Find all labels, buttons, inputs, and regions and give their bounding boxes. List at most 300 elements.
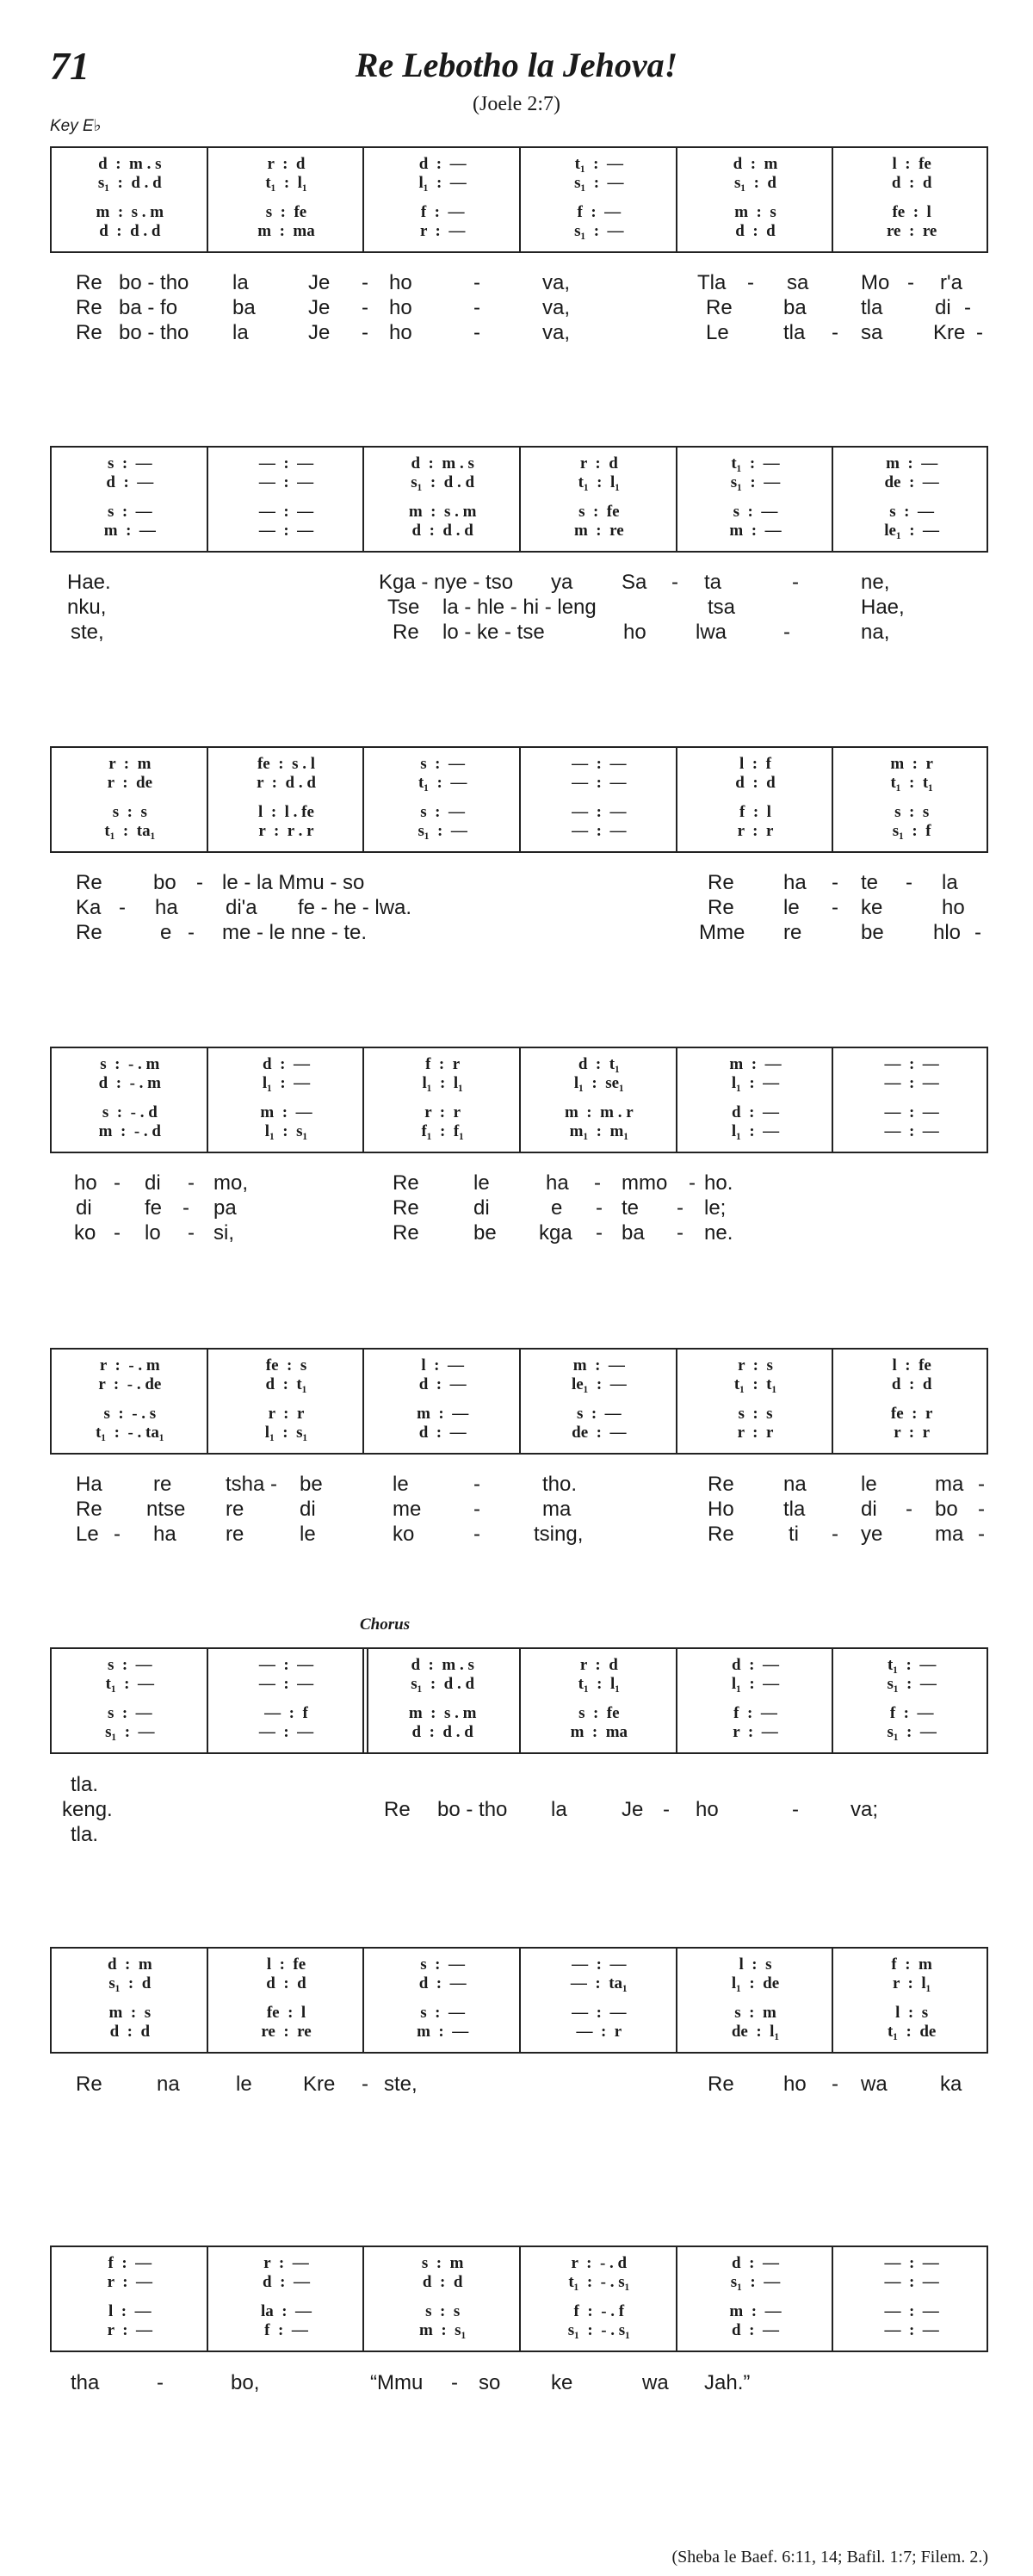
- note-cell: s₁ : d . d: [411, 1675, 475, 1693]
- lyric-syllable: te: [622, 1196, 640, 1220]
- lyric-syllable: Ha: [76, 1473, 102, 1496]
- lyric-syllable: Sa: [622, 571, 647, 594]
- note-cell: s : —: [107, 1656, 152, 1674]
- note-cell: de : —: [884, 473, 939, 491]
- lyric-syllable: -: [978, 1523, 985, 1546]
- lyric-syllable: Hae.: [67, 571, 111, 594]
- lyric-syllable: fe: [145, 1196, 163, 1220]
- lyric-syllable: la - hle - hi - leng: [442, 596, 597, 619]
- lyric-syllable: Kre: [933, 321, 966, 344]
- lyric-syllable: Ho: [708, 1498, 734, 1521]
- lyric-syllable: ha: [783, 871, 807, 894]
- note-cell: — : —: [258, 503, 314, 521]
- note-cell: f : m: [891, 1955, 932, 1974]
- lyric-syllable: ho: [389, 271, 412, 294]
- note-cell: m₁ : m₁: [569, 1122, 629, 1140]
- lyric-syllable: -: [473, 1473, 480, 1496]
- note-cell: l₁ : de: [731, 1974, 780, 1992]
- lyric-syllable: wa: [861, 2073, 888, 2096]
- note-cell: t₁ : t₁: [733, 1375, 777, 1393]
- note-cell: r : r: [424, 1103, 461, 1121]
- lyric-syllable: va,: [542, 271, 571, 294]
- lyric-syllable: ha: [546, 1171, 569, 1195]
- note-cell: — : —: [884, 1103, 939, 1121]
- note-cell: d : —: [732, 1656, 779, 1674]
- note-cell: s : —: [107, 1704, 152, 1722]
- note-cell: — : —: [258, 1675, 314, 1693]
- note-cell: d : —: [418, 1974, 467, 1992]
- lyric-syllable: Re: [76, 321, 102, 344]
- lyric-syllable: r'a: [940, 271, 962, 294]
- note-cell: s : s: [425, 2302, 461, 2320]
- lyric-syllable: Re: [76, 271, 102, 294]
- note-cell: m : m . r: [564, 1103, 634, 1121]
- note-cell: de : —: [572, 1424, 627, 1442]
- note-cell: s : m: [421, 2254, 464, 2272]
- note-cell: s₁ : f: [892, 822, 931, 840]
- note-cell: s₁ : —: [574, 222, 624, 240]
- note-cell: d : —: [263, 1055, 310, 1073]
- note-cell: — : —: [258, 473, 314, 491]
- lyric-syllable: -: [362, 2073, 368, 2096]
- lyric-syllable: tsa: [708, 596, 736, 619]
- lyric-syllable: hlo: [933, 921, 962, 944]
- lyric-syllable: ho: [389, 296, 412, 319]
- lyric-syllable: re: [783, 921, 802, 944]
- note-cell: t₁ : l₁: [265, 174, 307, 192]
- lyric-syllable: tla.: [71, 1773, 99, 1796]
- note-cell: — : —: [572, 2004, 627, 2022]
- lyric-syllable: -: [783, 621, 790, 644]
- note-cell: — : —: [884, 1074, 939, 1092]
- note-cell: s : —: [420, 2004, 466, 2022]
- lyric-syllable: ho: [74, 1171, 97, 1195]
- lyric-syllable: la: [232, 321, 249, 344]
- lyric-syllable: sa: [861, 321, 883, 344]
- note-cell: s : - . d: [102, 1103, 158, 1121]
- lyric-syllable: Re: [706, 296, 733, 319]
- lyric-syllable: Je: [622, 1798, 644, 1821]
- note-cell: s₁ : d: [108, 1974, 152, 1992]
- note-cell: l₁ : —: [262, 1074, 311, 1092]
- note-cell: s : s: [894, 803, 930, 821]
- lyric-syllable: Re: [708, 871, 734, 894]
- note-cell: d : —: [732, 1103, 779, 1121]
- note-cell: d : —: [732, 2321, 779, 2339]
- note-cell: d : —: [263, 2273, 310, 2291]
- note-cell: m : —: [260, 1103, 312, 1121]
- note-cell: d : d . d: [411, 1723, 473, 1741]
- note-cell: d : —: [418, 1424, 467, 1442]
- lyric-syllable: di: [145, 1171, 161, 1195]
- lyric-syllable: ho: [389, 321, 412, 344]
- note-cell: d : d . d: [99, 222, 161, 240]
- lyric-syllable: ta: [704, 571, 722, 594]
- lyric-syllable: ti: [789, 1523, 799, 1546]
- note-cell: s₁ : d: [734, 174, 776, 192]
- lyric-syllable: le: [236, 2073, 252, 2096]
- lyric-syllable: ntse: [146, 1498, 186, 1521]
- lyric-syllable: Re: [708, 896, 734, 919]
- note-cell: m : s . m: [96, 203, 164, 221]
- lyric-syllable: Mme: [699, 921, 745, 944]
- lyric-syllable: -: [114, 1171, 121, 1195]
- note-cell: — : —: [884, 1122, 939, 1140]
- lyric-syllable: lwa: [696, 621, 727, 644]
- lyric-syllable: ho.: [704, 1171, 733, 1195]
- note-cell: m : —: [103, 522, 156, 540]
- note-cell: l : fe: [266, 1955, 306, 1974]
- lyric-syllable: -: [689, 1171, 696, 1195]
- lyric-syllable: -: [832, 896, 838, 919]
- note-cell: s : —: [733, 503, 778, 521]
- note-cell: r : —: [419, 222, 466, 240]
- lyric-syllable: be: [861, 921, 884, 944]
- note-cell: r : r: [268, 1405, 305, 1423]
- note-cell: f : - . f: [573, 2302, 625, 2320]
- note-cell: d : m: [733, 155, 778, 173]
- note-cell: r : - . m: [99, 1356, 160, 1374]
- lyric-syllable: -: [596, 1196, 603, 1220]
- song-number: 71: [50, 44, 90, 88]
- note-cell: s : —: [420, 1955, 466, 1974]
- note-cell: t₁ : —: [105, 1675, 154, 1693]
- lyric-syllable: le;: [704, 1196, 727, 1220]
- lyric-syllable: nku,: [67, 596, 107, 619]
- note-cell: f : —: [577, 203, 622, 221]
- lyric-syllable: -: [188, 921, 195, 944]
- note-cell: d : d: [891, 1375, 932, 1393]
- lyric-syllable: ma: [935, 1523, 964, 1546]
- key-signature: Key E♭: [50, 117, 102, 135]
- lyric-syllable: -: [832, 321, 838, 344]
- note-cell: l : —: [108, 2302, 152, 2320]
- lyric-syllable: -: [362, 271, 368, 294]
- note-cell: r : d: [579, 454, 618, 473]
- note-cell: — : —: [884, 2254, 939, 2272]
- lyric-syllable: -: [832, 1523, 838, 1546]
- note-cell: r : de: [107, 774, 153, 792]
- note-cell: r : - . de: [98, 1375, 162, 1393]
- note-cell: re : re: [886, 222, 937, 240]
- note-cell: l₁ : l₁: [422, 1074, 463, 1092]
- note-cell: m : r: [890, 755, 933, 773]
- lyric-syllable: ba: [232, 296, 256, 319]
- lyric-syllable: di: [300, 1498, 316, 1521]
- lyric-syllable: bo - tho: [119, 271, 189, 294]
- note-cell: m : —: [417, 2023, 469, 2041]
- lyric-syllable: di: [473, 1196, 490, 1220]
- note-cell: r : d . d: [257, 774, 316, 792]
- lyric-syllable: -: [451, 2371, 458, 2394]
- note-cell: — : —: [884, 2302, 939, 2320]
- lyric-syllable: ko: [74, 1221, 96, 1245]
- music-system: [50, 2246, 988, 2352]
- note-cell: s : s: [738, 1405, 773, 1423]
- lyric-syllable: ma: [935, 1473, 964, 1496]
- lyric-syllable: -: [594, 1171, 601, 1195]
- lyric-syllable: Kre: [303, 2073, 336, 2096]
- note-cell: m : re: [573, 522, 624, 540]
- note-cell: t₁ : l₁: [578, 1675, 620, 1693]
- note-cell: t₁ : —: [731, 454, 780, 473]
- note-cell: s : fe: [578, 503, 620, 521]
- lyric-syllable: lo: [145, 1221, 161, 1245]
- note-cell: m : —: [572, 1356, 625, 1374]
- note-cell: m : —: [729, 1055, 782, 1073]
- lyric-syllable: va,: [542, 296, 571, 319]
- note-cell: d : —: [418, 1375, 467, 1393]
- note-cell: d : - . m: [98, 1074, 161, 1092]
- lyric-syllable: re: [153, 1473, 172, 1496]
- lyric-syllable: -: [964, 296, 971, 319]
- lyric-syllable: di: [76, 1196, 92, 1220]
- note-cell: s : - . m: [100, 1055, 160, 1073]
- lyric-syllable: tsing,: [534, 1523, 584, 1546]
- lyric-syllable: Hae,: [861, 596, 905, 619]
- lyric-syllable: Ka: [76, 896, 102, 919]
- lyric-syllable: sa: [787, 271, 809, 294]
- lyric-syllable: keng.: [62, 1798, 113, 1821]
- note-cell: m : s: [108, 2004, 152, 2022]
- lyric-syllable: -: [677, 1196, 684, 1220]
- lyric-syllable: fe - he - lwa.: [298, 896, 412, 919]
- note-cell: d : t₁: [578, 1055, 620, 1073]
- note-cell: — : —: [572, 774, 627, 792]
- note-cell: s : fe: [578, 1704, 620, 1722]
- lyric-syllable: so: [479, 2371, 501, 2394]
- lyric-syllable: ho: [696, 1798, 719, 1821]
- lyric-syllable: kga: [539, 1221, 572, 1245]
- note-cell: m : s: [734, 203, 776, 221]
- lyric-syllable: va;: [851, 1798, 879, 1821]
- lyric-syllable: ba - fo: [119, 296, 178, 319]
- lyric-syllable: me: [393, 1498, 422, 1521]
- lyric-syllable: ko: [393, 1523, 415, 1546]
- lyric-syllable: ha: [155, 896, 178, 919]
- lyric-syllable: te: [861, 871, 879, 894]
- lyric-syllable: mo,: [213, 1171, 249, 1195]
- lyric-syllable: Jah.”: [704, 2371, 751, 2394]
- lyric-syllable: Mo: [861, 271, 890, 294]
- lyric-syllable: le: [300, 1523, 316, 1546]
- chorus-label: Chorus: [360, 1615, 411, 1634]
- lyric-syllable: -: [663, 1798, 670, 1821]
- lyric-syllable: Tse: [387, 596, 420, 619]
- lyric-syllable: -: [188, 1221, 195, 1245]
- lyric-syllable: -: [473, 296, 480, 319]
- lyric-syllable: Kga - nye - tso: [379, 571, 514, 594]
- note-cell: l₁ : —: [731, 1074, 780, 1092]
- lyric-syllable: di: [935, 296, 951, 319]
- note-cell: f : l: [739, 803, 771, 821]
- lyric-syllable: pa: [213, 1196, 237, 1220]
- lyric-syllable: le: [473, 1171, 490, 1195]
- lyric-syllable: tho.: [542, 1473, 578, 1496]
- lyric-syllable: -: [747, 271, 754, 294]
- lyric-syllable: -: [182, 1196, 189, 1220]
- lyric-syllable: -: [976, 321, 983, 344]
- lyric-syllable: -: [362, 321, 368, 344]
- note-cell: s₁ : —: [730, 473, 781, 491]
- lyric-syllable: -: [114, 1523, 121, 1546]
- note-cell: l : fe: [892, 1356, 931, 1374]
- lyric-syllable: le - la Mmu - so: [222, 871, 365, 894]
- lyric-syllable: -: [906, 1498, 912, 1521]
- note-cell: r : d: [579, 1656, 618, 1674]
- lyric-syllable: Re: [76, 296, 102, 319]
- note-cell: t₁ : —: [418, 774, 467, 792]
- lyric-syllable: -: [906, 871, 912, 894]
- lyric-syllable: -: [196, 871, 203, 894]
- lyric-syllable: la: [232, 271, 249, 294]
- scripture-reference: (Joele 2:7): [473, 93, 560, 115]
- lyric-syllable: Re: [708, 1473, 734, 1496]
- note-cell: re : re: [261, 2023, 312, 2041]
- lyric-syllable: le: [783, 896, 800, 919]
- note-cell: r : l₁: [892, 1974, 931, 1992]
- note-cell: fe : s: [265, 1356, 307, 1374]
- lyric-syllable: -: [157, 2371, 164, 2394]
- note-cell: le₁ : —: [571, 1375, 627, 1393]
- note-cell: r : —: [107, 2321, 153, 2339]
- note-cell: — : —: [884, 2273, 939, 2291]
- note-cell: s₁ : d . d: [411, 473, 475, 491]
- note-cell: s₁ : —: [887, 1675, 937, 1693]
- lyric-syllable: ba: [783, 296, 807, 319]
- note-cell: f : —: [264, 2321, 308, 2339]
- note-cell: m : s₁: [419, 2321, 467, 2339]
- note-cell: t₁ : t₁: [890, 774, 933, 792]
- note-cell: s₁ : —: [574, 174, 624, 192]
- note-cell: t₁ : - . s₁: [568, 2273, 630, 2291]
- lyric-syllable: di'a: [226, 896, 257, 919]
- lyric-syllable: e: [160, 921, 172, 944]
- lyric-syllable: tla: [783, 321, 806, 344]
- lyric-syllable: ste,: [71, 621, 104, 644]
- lyric-syllable: Re: [76, 1498, 102, 1521]
- note-cell: s : - . s: [103, 1405, 157, 1423]
- lyric-syllable: tla: [783, 1498, 806, 1521]
- note-cell: l₁ : —: [418, 174, 467, 192]
- lyric-syllable: ka: [940, 2073, 962, 2096]
- note-cell: d : —: [106, 473, 154, 491]
- note-cell: r : r: [737, 822, 774, 840]
- lyric-syllable: Re: [76, 2073, 102, 2096]
- lyric-syllable: ke: [861, 896, 883, 919]
- note-cell: r : - . d: [571, 2254, 628, 2272]
- note-cell: d : d: [109, 2023, 151, 2041]
- lyric-syllable: -: [907, 271, 914, 294]
- lyric-syllable: -: [119, 896, 126, 919]
- note-cell: f : —: [420, 203, 465, 221]
- lyric-syllable: ha: [153, 1523, 176, 1546]
- lyric-syllable: ne.: [704, 1221, 733, 1245]
- lyric-syllable: ba: [622, 1221, 645, 1245]
- note-cell: s : —: [107, 454, 152, 473]
- lyric-syllable: Re: [393, 1196, 419, 1220]
- note-cell: — : —: [572, 1955, 627, 1974]
- lyric-syllable: bo: [153, 871, 176, 894]
- lyric-syllable: lo - ke - tse: [442, 621, 545, 644]
- note-cell: m : s . m: [408, 1704, 477, 1722]
- note-cell: t₁ : —: [887, 1656, 937, 1674]
- note-cell: d : m . s: [411, 454, 474, 473]
- note-cell: — : —: [884, 1055, 939, 1073]
- lyric-syllable: ke: [551, 2371, 573, 2394]
- lyric-syllable: tla: [861, 296, 883, 319]
- note-cell: — : —: [572, 803, 627, 821]
- lyric-syllable: ma: [542, 1498, 572, 1521]
- lyric-syllable: ya: [551, 571, 573, 594]
- note-cell: d : d . d: [411, 522, 473, 540]
- note-cell: r : r: [737, 1424, 774, 1442]
- lyric-syllable: bo - tho: [119, 321, 189, 344]
- note-cell: le₁ : —: [884, 522, 940, 540]
- note-cell: m : —: [417, 1405, 469, 1423]
- note-cell: m : ma: [257, 222, 315, 240]
- note-cell: t₁ : ta₁: [104, 822, 156, 840]
- lyric-syllable: la: [942, 871, 958, 894]
- lyric-syllable: ho: [942, 896, 965, 919]
- note-cell: m : s . m: [408, 503, 477, 521]
- lyric-syllable: -: [473, 1498, 480, 1521]
- note-cell: m : —: [729, 2302, 782, 2320]
- note-cell: s₁ : —: [105, 1723, 155, 1741]
- note-cell: r : —: [107, 2273, 153, 2291]
- lyric-syllable: na: [783, 1473, 807, 1496]
- music-system: [50, 1947, 988, 2054]
- note-cell: s : —: [420, 803, 466, 821]
- lyric-syllable: di: [861, 1498, 877, 1521]
- lyric-syllable: Re: [393, 621, 419, 644]
- note-cell: l : l . fe: [258, 803, 314, 821]
- lyric-syllable: -: [362, 296, 368, 319]
- lyric-syllable: wa: [642, 2371, 669, 2394]
- lyric-syllable: “Mmu: [370, 2371, 424, 2394]
- note-cell: s : —: [889, 503, 935, 521]
- lyric-syllable: -: [473, 271, 480, 294]
- lyric-syllable: -: [270, 1473, 277, 1496]
- note-cell: — : —: [258, 522, 314, 540]
- note-cell: r : r . r: [258, 822, 314, 840]
- lyric-syllable: Tla: [697, 271, 727, 294]
- lyric-syllable: Je: [308, 271, 331, 294]
- lyric-syllable: ho: [783, 2073, 807, 2096]
- music-system: [50, 746, 988, 853]
- note-cell: — : —: [258, 1723, 314, 1741]
- lyric-syllable: me - le nne - te.: [222, 921, 368, 944]
- music-system: [50, 1047, 988, 1153]
- lyric-syllable: -: [832, 871, 838, 894]
- lyric-syllable: -: [978, 1498, 985, 1521]
- note-cell: t₁ : de: [887, 2023, 937, 2041]
- note-cell: — : —: [258, 454, 314, 473]
- note-cell: fe : r: [890, 1405, 933, 1423]
- note-cell: d : m: [107, 1955, 152, 1974]
- note-cell: — : —: [258, 1656, 314, 1674]
- lyric-syllable: Re: [393, 1221, 419, 1245]
- note-cell: l₁ : s₁: [264, 1424, 308, 1442]
- note-cell: s₁ : d . d: [97, 174, 162, 192]
- note-cell: s₁ : - . s₁: [567, 2321, 630, 2339]
- lyric-syllable: -: [473, 1523, 480, 1546]
- note-cell: — : r: [576, 2023, 622, 2041]
- lyric-syllable: ho: [623, 621, 646, 644]
- note-cell: m : —: [729, 522, 782, 540]
- lyric-syllable: Le: [76, 1523, 99, 1546]
- note-cell: d : d: [891, 174, 932, 192]
